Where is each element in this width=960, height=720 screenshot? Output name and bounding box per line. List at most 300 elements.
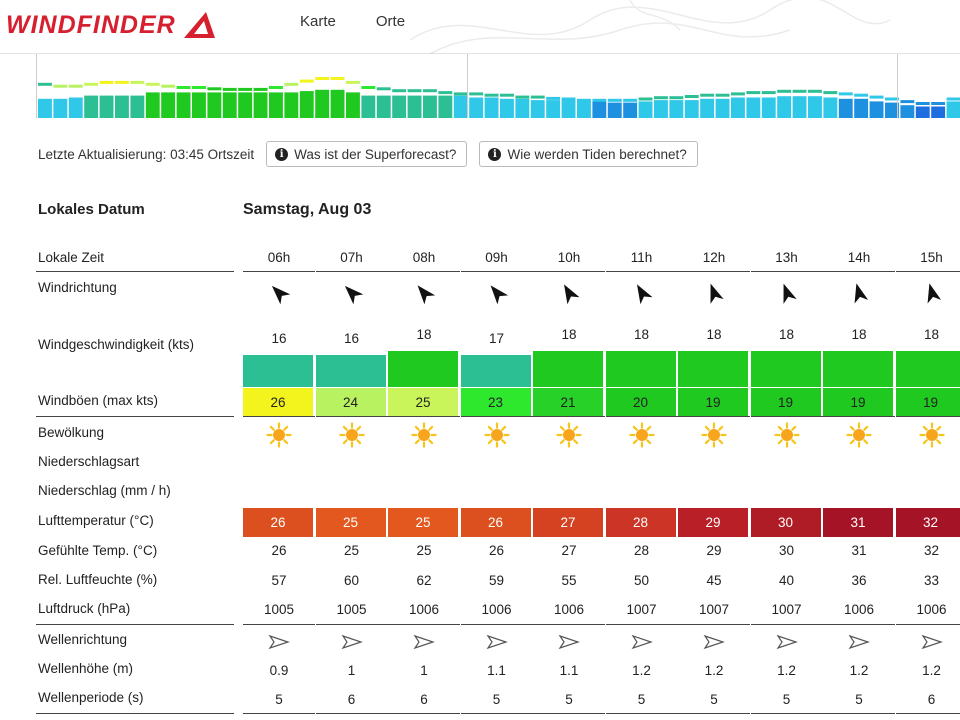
overview-bar bbox=[746, 98, 760, 119]
overview-bar bbox=[392, 96, 406, 118]
sun-icon bbox=[774, 422, 800, 448]
overview-bar bbox=[562, 100, 576, 118]
overview-gust-mark bbox=[700, 94, 714, 97]
sun-icon bbox=[629, 422, 655, 448]
overview-gust-mark bbox=[793, 90, 807, 93]
pressure-value: 1006 bbox=[843, 602, 875, 617]
column-divider bbox=[896, 271, 960, 272]
info-icon: i bbox=[275, 148, 288, 161]
humidity-value: 60 bbox=[343, 573, 360, 588]
precip-label: Niederschlag (mm / h) bbox=[38, 483, 171, 498]
column-divider bbox=[388, 713, 460, 714]
overview-bar bbox=[515, 99, 529, 118]
overview-gust-mark bbox=[469, 92, 483, 95]
hour-label: 15h bbox=[920, 250, 943, 265]
wave-direction-cell bbox=[896, 632, 960, 652]
column-divider bbox=[243, 713, 315, 714]
local-date-label: Lokales Datum bbox=[38, 201, 145, 218]
wind-direction-cell bbox=[461, 280, 533, 306]
felt-temp-value: 28 bbox=[633, 543, 650, 558]
overview-gust-mark bbox=[454, 92, 468, 95]
tides-info-button[interactable] bbox=[479, 141, 697, 167]
column-divider bbox=[461, 271, 533, 272]
wave-height-value: 1.1 bbox=[487, 663, 506, 678]
overview-gust-mark bbox=[284, 83, 298, 86]
wave-direction-arrow-icon bbox=[341, 634, 363, 650]
wind-direction-arrow-icon bbox=[412, 281, 436, 305]
overview-gust-mark bbox=[500, 94, 514, 97]
pressure-label: Luftdruck (hPa) bbox=[38, 601, 131, 616]
wave-period-value: 6 bbox=[420, 692, 428, 707]
column-divider bbox=[243, 416, 315, 417]
wind-speed-bar bbox=[678, 351, 750, 387]
wave-direction-arrow-icon bbox=[848, 634, 870, 650]
overview-bar bbox=[731, 98, 745, 119]
overview-bar bbox=[269, 92, 283, 118]
overview-gust-mark bbox=[130, 81, 144, 84]
overview-gust-mark bbox=[254, 88, 268, 91]
overview-gust-mark bbox=[331, 77, 345, 80]
cloud-cover-cell bbox=[896, 422, 960, 448]
overview-gust-mark bbox=[654, 96, 668, 99]
wave-period-value: 5 bbox=[782, 692, 791, 707]
overview-bar bbox=[346, 92, 360, 118]
last-update-text: Letzte Aktualisierung: 03:45 Ortszeit bbox=[38, 146, 255, 162]
felt-temp-value: 30 bbox=[778, 543, 795, 558]
column-divider bbox=[388, 416, 460, 417]
overview-gust-mark bbox=[608, 99, 622, 102]
wind-speed-value: 16 bbox=[271, 331, 287, 346]
wind-direction-arrow-icon bbox=[847, 281, 871, 305]
column-divider bbox=[823, 271, 895, 272]
overview-gust-mark bbox=[408, 89, 422, 92]
gust-value: 19 bbox=[678, 388, 750, 416]
wind-direction-cell bbox=[678, 280, 750, 306]
overview-gust-mark bbox=[146, 83, 160, 86]
overview-gust-mark bbox=[531, 96, 545, 99]
felt-temp-value: 25 bbox=[416, 543, 432, 558]
overview-bar bbox=[592, 101, 606, 118]
hour-label: 13h bbox=[775, 250, 798, 265]
humidity-value: 59 bbox=[488, 573, 505, 588]
wave-period-value: 5 bbox=[565, 692, 573, 707]
hour-label: 12h bbox=[702, 250, 726, 265]
wave-period-value: 6 bbox=[927, 692, 936, 707]
overview-bar bbox=[685, 100, 699, 118]
wind-direction-cell bbox=[388, 280, 460, 306]
overview-gust-mark bbox=[207, 87, 221, 90]
wind-speed-bar bbox=[533, 351, 605, 387]
wave-height-value: 1.2 bbox=[849, 663, 869, 678]
wave-period-value: 5 bbox=[275, 692, 283, 707]
clouds-label: Bewölkung bbox=[38, 425, 105, 440]
column-divider bbox=[606, 271, 678, 272]
column-divider bbox=[823, 713, 895, 714]
wave-direction-cell bbox=[316, 632, 388, 652]
overview-bar bbox=[577, 101, 591, 118]
wind-overview-chart[interactable] bbox=[36, 54, 960, 118]
pressure-value: 1006 bbox=[481, 602, 512, 617]
cloud-cover-cell bbox=[316, 422, 388, 448]
wind-direction-cell bbox=[896, 280, 960, 306]
overview-bar bbox=[284, 92, 298, 118]
wind-speed-bar bbox=[388, 351, 460, 387]
column-divider bbox=[388, 624, 460, 625]
overview-gust-mark bbox=[161, 85, 175, 88]
overview-bar bbox=[485, 98, 499, 119]
wind-direction-arrow-icon bbox=[920, 281, 944, 305]
sun-icon bbox=[339, 422, 365, 448]
wave-direction-cell bbox=[388, 632, 460, 652]
wave-direction-arrow-icon bbox=[268, 634, 290, 650]
overview-bar bbox=[377, 96, 391, 118]
overview-gust-mark bbox=[592, 99, 606, 102]
column-divider bbox=[533, 624, 605, 625]
pressure-value: 1007 bbox=[626, 602, 657, 617]
wind-direction-arrow-icon bbox=[630, 281, 654, 305]
overview-bar bbox=[531, 100, 545, 118]
wind-direction-arrow-icon bbox=[267, 281, 291, 305]
wind-speed-bar bbox=[823, 351, 895, 387]
wind-overview-bars bbox=[37, 54, 960, 118]
overview-gust-mark bbox=[716, 94, 730, 97]
wave-direction-cell bbox=[678, 632, 750, 652]
wave-direction-cell bbox=[751, 632, 823, 652]
wind-direction-cell bbox=[751, 280, 823, 306]
overview-bar bbox=[823, 98, 837, 119]
overview-gust-mark bbox=[731, 92, 745, 95]
overview-gust-mark bbox=[361, 86, 375, 89]
overview-bar bbox=[639, 101, 653, 118]
wind-direction-label: Windrichtung bbox=[38, 280, 117, 295]
wave-height-value: 1.1 bbox=[559, 663, 579, 678]
superforecast-info-button[interactable] bbox=[266, 141, 467, 167]
overview-bar bbox=[115, 96, 129, 118]
felt-temp-value: 27 bbox=[561, 543, 577, 558]
overview-gust-mark bbox=[777, 90, 791, 93]
overview-bar bbox=[669, 100, 683, 118]
background-map-decoration bbox=[390, 0, 890, 54]
column-divider bbox=[751, 624, 823, 625]
column-divider bbox=[388, 271, 460, 272]
sun-icon bbox=[556, 422, 582, 448]
hour-label: 11h bbox=[630, 250, 653, 265]
overview-bar bbox=[53, 99, 67, 118]
overview-bar bbox=[408, 96, 422, 118]
humidity-label: Rel. Luftfeuchte (%) bbox=[38, 572, 158, 587]
forecast-date: Samstag, Aug 03 bbox=[243, 201, 372, 218]
info-bar bbox=[38, 141, 698, 167]
wind-speed-label: Windgeschwindigkeit (kts) bbox=[38, 337, 195, 352]
wind-direction-cell bbox=[606, 280, 678, 306]
column-divider bbox=[823, 624, 895, 625]
tides-info-label: Wie werden Tiden berechnet? bbox=[507, 146, 687, 162]
wind-speed-bar bbox=[461, 355, 533, 387]
superforecast-info-label: Was ist der Superforecast? bbox=[294, 146, 457, 162]
overview-bar bbox=[331, 90, 345, 118]
overview-bar bbox=[223, 92, 237, 118]
overview-gust-mark bbox=[515, 96, 529, 99]
overview-gust-mark bbox=[223, 88, 237, 91]
wave-height-value: 1.2 bbox=[922, 663, 941, 678]
column-divider bbox=[316, 624, 388, 625]
overview-gust-mark bbox=[562, 98, 576, 101]
hour-label: 10h bbox=[557, 250, 581, 265]
overview-gust-mark bbox=[423, 89, 437, 92]
overview-bar bbox=[192, 92, 206, 118]
gust-value: 25 bbox=[388, 388, 460, 416]
wind-direction-cell bbox=[823, 280, 895, 306]
hour-label: 06h bbox=[267, 250, 291, 265]
overview-gust-mark bbox=[300, 80, 314, 83]
column-divider bbox=[606, 624, 678, 625]
overview-gust-mark bbox=[947, 98, 960, 101]
label-divider bbox=[36, 271, 234, 272]
felt-temp-label: Gefühlte Temp. (°C) bbox=[38, 543, 158, 558]
air-temp-value: 28 bbox=[606, 508, 678, 537]
wave-period-value: 5 bbox=[637, 692, 646, 707]
wave-height-value: 1 bbox=[420, 663, 428, 678]
main-nav bbox=[300, 13, 405, 30]
felt-temp-value: 29 bbox=[706, 543, 722, 558]
wave-direction-cell bbox=[533, 632, 605, 652]
overview-gust-mark bbox=[84, 83, 98, 86]
humidity-value: 40 bbox=[778, 573, 795, 588]
column-divider bbox=[896, 624, 960, 625]
wind-direction-cell bbox=[316, 280, 388, 306]
overview-bar bbox=[300, 91, 314, 118]
overview-gust-mark bbox=[839, 92, 853, 95]
cloud-cover-cell bbox=[823, 422, 895, 448]
overview-gust-mark bbox=[823, 91, 837, 94]
overview-bar bbox=[207, 92, 221, 118]
overview-gust-mark bbox=[808, 90, 822, 93]
overview-bar bbox=[916, 107, 930, 119]
wave-period-value: 5 bbox=[855, 692, 863, 707]
wave-height-value: 1.2 bbox=[777, 663, 796, 678]
column-divider bbox=[678, 624, 750, 625]
humidity-value: 33 bbox=[923, 573, 940, 588]
wave-direction-cell bbox=[461, 632, 533, 652]
label-divider bbox=[36, 624, 234, 625]
overview-bar bbox=[469, 98, 483, 119]
overview-gust-mark bbox=[669, 96, 683, 99]
felt-temp-value: 25 bbox=[343, 543, 360, 558]
wind-speed-value: 18 bbox=[633, 327, 650, 342]
day-divider bbox=[897, 54, 898, 118]
overview-gust-mark bbox=[916, 102, 930, 105]
wave-height-value: 1.2 bbox=[704, 663, 724, 678]
overview-bar bbox=[454, 96, 468, 118]
cloud-cover-cell bbox=[461, 422, 533, 448]
sun-icon bbox=[846, 422, 872, 448]
sun-icon bbox=[919, 422, 945, 448]
overview-bar bbox=[839, 99, 853, 118]
cloud-cover-cell bbox=[751, 422, 823, 448]
gust-value: 21 bbox=[533, 388, 605, 416]
overview-bar bbox=[777, 96, 791, 118]
felt-temp-value: 26 bbox=[488, 543, 505, 558]
overview-gust-mark bbox=[623, 99, 637, 102]
precip-type-label: Niederschlagsart bbox=[38, 454, 140, 469]
air-temp-value: 30 bbox=[751, 508, 823, 537]
pressure-value: 1005 bbox=[336, 602, 367, 617]
overview-bar bbox=[100, 96, 114, 118]
wave-period-value: 5 bbox=[710, 692, 718, 707]
column-divider bbox=[896, 416, 960, 417]
overview-gust-mark bbox=[269, 86, 283, 89]
overview-gust-mark bbox=[900, 100, 914, 103]
wind-direction-arrow-icon bbox=[702, 281, 726, 305]
overview-bar bbox=[716, 99, 730, 118]
overview-bar bbox=[438, 96, 452, 118]
day-divider bbox=[467, 54, 468, 118]
cloud-cover-cell bbox=[678, 422, 750, 448]
column-divider bbox=[533, 416, 605, 417]
overview-bar bbox=[654, 100, 668, 118]
wind-direction-arrow-icon bbox=[557, 281, 581, 305]
air-temp-value: 26 bbox=[461, 508, 533, 537]
column-divider bbox=[316, 271, 388, 272]
column-divider bbox=[461, 624, 533, 625]
overview-bar bbox=[315, 90, 329, 118]
sail-logo-icon bbox=[182, 10, 216, 40]
wind-direction-cell bbox=[533, 280, 605, 306]
hour-label: 08h bbox=[412, 250, 436, 265]
overview-gust-mark bbox=[100, 81, 114, 84]
air-temp-value: 25 bbox=[316, 508, 388, 537]
column-divider bbox=[243, 271, 315, 272]
gust-value: 19 bbox=[823, 388, 895, 416]
wave-direction-arrow-icon bbox=[413, 634, 435, 650]
overview-bar bbox=[608, 103, 622, 118]
overview-gust-mark bbox=[577, 99, 591, 102]
humidity-value: 62 bbox=[416, 573, 432, 588]
wind-speed-bar bbox=[316, 355, 388, 387]
overview-bar bbox=[254, 92, 268, 118]
wave-direction-arrow-icon bbox=[486, 634, 508, 650]
wind-speed-value: 18 bbox=[851, 327, 867, 342]
local-time-label: Lokale Zeit bbox=[38, 250, 105, 265]
air-temp-value: 32 bbox=[896, 508, 960, 537]
windfinder-logo[interactable] bbox=[6, 10, 216, 40]
overview-bar bbox=[500, 99, 514, 118]
overview-gust-mark bbox=[639, 98, 653, 101]
nav-item-karte[interactable]: Karte bbox=[300, 13, 336, 30]
column-divider bbox=[606, 416, 678, 417]
cloud-cover-cell bbox=[533, 422, 605, 448]
pressure-value: 1007 bbox=[771, 602, 802, 617]
wind-speed-bar bbox=[243, 355, 315, 387]
pressure-value: 1006 bbox=[553, 602, 585, 617]
gust-value: 20 bbox=[606, 388, 678, 416]
gusts-label: Windböen (max kts) bbox=[38, 393, 159, 408]
column-divider bbox=[316, 713, 388, 714]
wave-direction-arrow-icon bbox=[631, 634, 653, 650]
overview-gust-mark bbox=[931, 102, 945, 105]
wind-speed-bar bbox=[896, 351, 960, 387]
pressure-value: 1006 bbox=[408, 602, 440, 617]
cloud-cover-cell bbox=[606, 422, 678, 448]
air-temp-value: 26 bbox=[243, 508, 315, 537]
overview-bar bbox=[69, 98, 83, 119]
wave-direction-cell bbox=[243, 632, 315, 652]
nav-item-orte[interactable]: Orte bbox=[375, 13, 406, 30]
column-divider bbox=[678, 271, 750, 272]
column-divider bbox=[461, 713, 533, 714]
air-temp-value: 31 bbox=[823, 508, 895, 537]
column-divider bbox=[823, 416, 895, 417]
wind-speed-value: 18 bbox=[706, 327, 722, 342]
wind-speed-value: 18 bbox=[923, 327, 940, 342]
wind-direction-arrow-icon bbox=[485, 281, 509, 305]
overview-gust-mark bbox=[346, 81, 360, 84]
gust-value: 24 bbox=[316, 388, 388, 416]
overview-bar bbox=[947, 101, 960, 118]
hour-label: 07h bbox=[340, 250, 363, 265]
label-divider bbox=[36, 416, 234, 417]
sun-icon bbox=[484, 422, 510, 448]
overview-gust-mark bbox=[746, 91, 760, 94]
overview-bar bbox=[423, 96, 437, 118]
cloud-cover-cell bbox=[388, 422, 460, 448]
gust-value: 26 bbox=[243, 388, 315, 416]
overview-bar bbox=[238, 92, 252, 118]
column-divider bbox=[316, 416, 388, 417]
overview-bar bbox=[38, 99, 52, 118]
overview-bar bbox=[900, 105, 914, 118]
overview-bar bbox=[931, 107, 945, 119]
wave-period-value: 5 bbox=[492, 692, 501, 707]
pressure-value: 1006 bbox=[916, 602, 947, 617]
humidity-value: 45 bbox=[706, 573, 722, 588]
overview-gust-mark bbox=[854, 94, 868, 97]
humidity-value: 50 bbox=[633, 573, 650, 588]
pressure-value: 1007 bbox=[698, 602, 730, 617]
overview-bar bbox=[854, 99, 868, 118]
info-icon: i bbox=[488, 148, 501, 161]
overview-gust-mark bbox=[485, 94, 499, 97]
wave-period-value: 6 bbox=[347, 692, 356, 707]
overview-bar bbox=[546, 100, 560, 118]
label-divider bbox=[36, 713, 234, 714]
humidity-value: 55 bbox=[561, 573, 577, 588]
overview-gust-mark bbox=[177, 86, 191, 89]
wave-direction-cell bbox=[823, 632, 895, 652]
column-divider bbox=[678, 416, 750, 417]
overview-gust-mark bbox=[546, 97, 560, 100]
overview-bar bbox=[870, 101, 884, 118]
overview-gust-mark bbox=[38, 83, 52, 86]
overview-bar bbox=[146, 92, 160, 118]
wave-direction-arrow-icon bbox=[921, 634, 943, 650]
overview-bar bbox=[177, 92, 191, 118]
overview-bar bbox=[361, 96, 375, 118]
hour-label: 14h bbox=[847, 250, 871, 265]
overview-bar bbox=[793, 96, 807, 118]
air-temp-label: Lufttemperatur (°C) bbox=[38, 513, 154, 528]
hour-label: 09h bbox=[485, 250, 508, 265]
column-divider bbox=[751, 271, 823, 272]
wave-height-label: Wellenhöhe (m) bbox=[38, 661, 134, 676]
felt-temp-value: 31 bbox=[851, 543, 867, 558]
overview-gust-mark bbox=[238, 88, 252, 91]
wind-speed-value: 18 bbox=[416, 327, 432, 342]
wind-speed-value: 18 bbox=[561, 327, 577, 342]
overview-gust-mark bbox=[438, 91, 452, 94]
wind-speed-value: 17 bbox=[488, 331, 505, 346]
sun-icon bbox=[701, 422, 727, 448]
